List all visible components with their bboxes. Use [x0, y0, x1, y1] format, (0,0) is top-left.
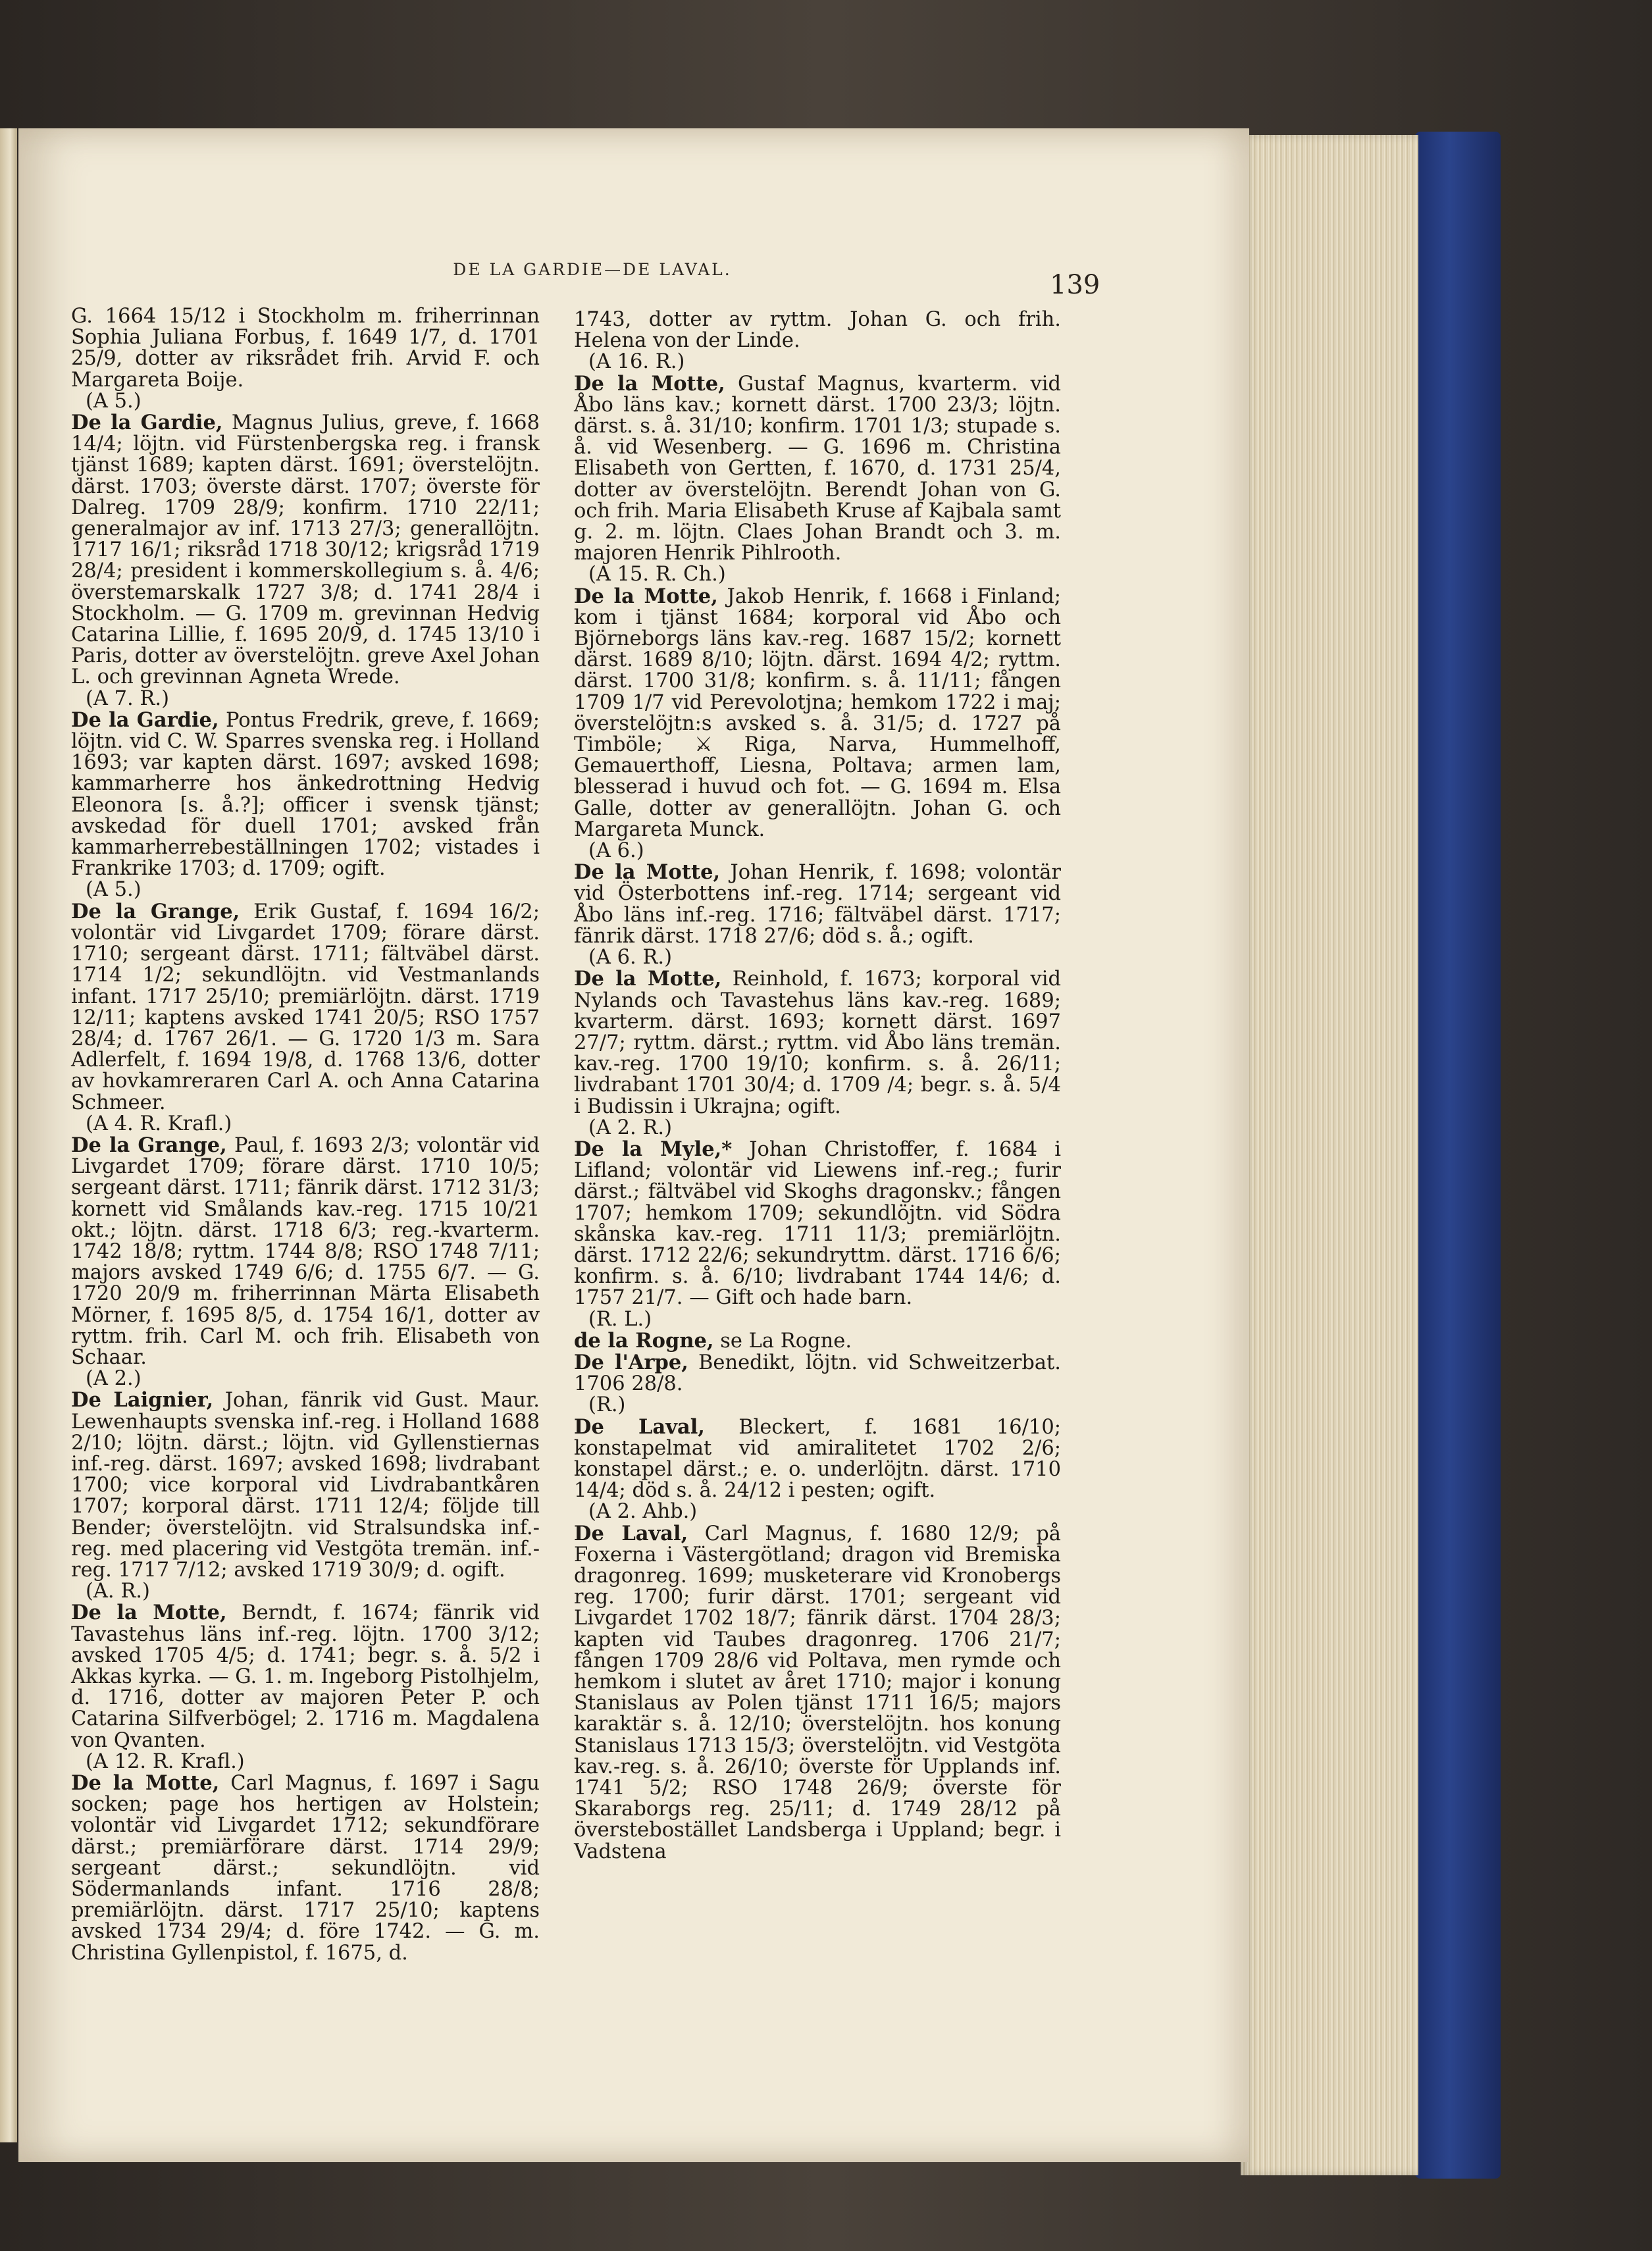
entry-paragraph — [71, 1602, 540, 1751]
entry-text: Erik Gustaf, f. 1694 16/2; volontär vid Livgardet 1709; förare därst. 1710; sergeant därst. 1711; fältväbel därst. 1714 1/2; sekundlöjtn. vid Vestmanlands infant. 1717 25/10; premiärlöjtn. därst. 1719 12/11; kaptens avsked 1741 20/5; RSO 1757 28/4; d. 1767 26/1. — G. 1720 1/3 m. Sara Adlerfelt, f. 1694 19/8, d. 1768 13/6, dotter av hovkamreraren Carl A. och Anna Catarina Schmeer. — [71, 900, 540, 1114]
running-title: DE LA GARDIE—DE LAVAL. — [453, 260, 732, 279]
entry-reference: (A 12. R. Krafl.) — [86, 1749, 245, 1773]
page-number: 139 — [1050, 270, 1100, 300]
entry-reference: (A. R.) — [86, 1580, 150, 1603]
entry-text: se La Rogne. — [713, 1329, 852, 1353]
entry-name: De la Motte, — [71, 1771, 220, 1796]
entry-name: De la Grange, — [71, 1133, 227, 1157]
entry-paragraph — [574, 373, 1061, 565]
entry-name: De Laval, — [574, 1414, 705, 1439]
entry-reference: (A 7. R.) — [86, 686, 169, 710]
entry-paragraph — [71, 412, 540, 688]
left-column — [71, 306, 540, 1964]
entry-text: Jakob Henrik, f. 1668 i Finland; kom i tjänst 1684; korporal vid Åbo och Björneborgs läns kav.-reg. 1687 15/2; kornett därst. 1689 8/10; löjtn. därst. 1694 4/2; ryttm. därst. 1700 31/8; konfirm. s. å. 11/11; fången 1709 1/7 vid Perevolotjna; hemkom 1722 i maj; överstelöjtn:s avsked s. å. 31/5; d. 1727 på Timböle; ⚔ Riga, Narva, Hummelhoff, Gemauerthoff, Liesna, Poltava; armen lam, blesserad i huvud och fot. — G. 1694 m. Elsa Galle, dotter av generallöjtn. Johan G. och Margareta Munck. — [574, 584, 1062, 841]
entry-text: Johan Henrik, f. 1698; volontär vid Österbottens inf.-reg. 1714; sergeant vid Åbo läns inf.-reg. 1716; fältväbel därst. 1717; fänrik därst. 1718 27/6; död s. å.; ogift. — [574, 861, 1061, 948]
entry-paragraph — [574, 309, 1061, 351]
entry-text: Bleckert, f. 1681 16/10; konstapelmat vid amiralitetet 1702 2/6; konstapel därst.; e. o. underlöjtn. därst. 1710 14/4; död s. å. 24/12 i pesten; ogift. — [574, 1415, 1061, 1503]
entry-reference: (A 2.) — [86, 1367, 142, 1391]
entry-paragraph — [574, 1416, 1061, 1502]
entry-text: Benedikt, löjtn. vid Schweitzerbat. 1706 28/8. — [574, 1351, 1061, 1396]
entry-name: De la Motte, — [574, 371, 725, 396]
entry-text: Gustaf Magnus, kvarterm. vid Åbo läns kav.; kornett därst. 1700 23/3; löjtn. därst. s. å. 31/10; konfirm. 1701 1/3; stupade s. å. vid Wesenberg. — G. 1696 m. Christina Elisabeth von Gertten, f. 1670, d. 1731 25/4, dotter av överstelöjtn. Berendt Johan von G. och frih. Maria Elisabeth Kruse af Kajbala samt g. 2. m. löjtn. Claes Johan Brandt och 3. m. majoren Henrik Pihlrooth. — [574, 372, 1062, 565]
entry-text: Berndt, f. 1674; fänrik vid Tavastehus läns inf.-reg. löjtn. 1700 3/12; avsked 1705 4/5; d. 1741; begr. s. å. 5/2 i Akkas kyrka. — G. 1. m. Ingeborg Pistolhjelm, d. 1716, dotter av majoren Peter P. och Catarina Silfverbögel; 2. 1716 m. Magdalena von Qvanten. — [71, 1601, 540, 1752]
entry-paragraph — [71, 1389, 540, 1581]
entry-name: De la Motte, — [574, 967, 722, 991]
entry-name: de la Rogne, — [574, 1328, 714, 1353]
entry-text: Carl Magnus, f. 1680 12/9; på Foxerna i Västergötland; dragon vid Bremiska dragonreg. 1699; musketerare vid Kronobergs reg. 1700; furir därst. 1701; sergeant vid Livgardet 1702 18/7; fänrik därst. 1704 28/3; kapten vid Taubes dragonreg. 1706 21/7; fången 1709 28/6 vid Poltava, men rymde och hemkom i slutet av året 1710; major i konung Stanislaus av Polen tjänst 1711 16/5; majors karaktär s. å. 12/10; överstelöjtn. hos konung Stanislaus 1713 15/3; överstelöjtn. vid Vestgöta kav.-reg. s. å. 26/10; överste för Upplands inf. 1741 5/2; RSO 1748 26/9; överste för Skaraborgs reg. 25/11; d. 1749 28/12 på överstebostället Landsberga i Uppland; begr. i Vadstena — [574, 1522, 1061, 1863]
entry-paragraph — [574, 586, 1061, 841]
entry-name: De Laignier, — [71, 1388, 214, 1412]
entry-paragraph — [71, 710, 540, 880]
entry-paragraph — [574, 1352, 1061, 1395]
entry-name: De la Myle,* — [574, 1137, 733, 1161]
entry-paragraph — [71, 1135, 540, 1368]
entry-reference: (A 2. Ahb.) — [588, 1500, 698, 1524]
entry-reference: (A 6.) — [588, 839, 644, 863]
entry-name: De la Gardie, — [71, 708, 219, 732]
entry-paragraph — [574, 1330, 1061, 1352]
entry-text: Johan, fänrik vid Gust. Maur. Lewenhaupts svenska inf.-reg. i Holland 1688 2/10; löjtn. därst.; löjtn. vid Gyllenstiernas inf.-reg. därst. 1697; avsked 1698; livdrabant 1700; vice korporal vid Livdrabantkåren 1707; korporal därst. 1711 12/4; följde till Bender; överstelöjtn. vid Stralsundska inf.-reg. med placering vid Vestgöta tremän. inf.-reg. 1717 7/12; avsked 1719 30/9; d. ogift. — [71, 1389, 540, 1582]
entry-paragraph — [71, 1772, 540, 1964]
entry-text: Paul, f. 1693 2/3; volontär vid Livgardet 1709; förare därst. 1710 10/5; sergeant därst. 1711; fänrik därst. 1712 31/3; kornett vid Smålands kav.-reg. 1715 10/21 okt.; löjtn. därst. 1718 6/3; reg.-kvarterm. 1742 18/8; ryttm. 1744 8/8; RSO 1748 7/11; majors avsked 1749 6/6; d. 1755 6/7. — G. 1720 20/9 m. friherrinnan Märta Elisabeth Mörner, f. 1695 8/5, d. 1754 16/1, dotter av ryttm. frih. Carl M. och frih. Elisabeth von Schaar. — [71, 1133, 540, 1369]
entry-reference: (A 4. R. Krafl.) — [86, 1112, 232, 1135]
book-cover — [1415, 132, 1501, 2179]
entry-paragraph — [71, 306, 540, 391]
entry-paragraph — [574, 1523, 1061, 1863]
entry-reference: (A 6. R.) — [588, 946, 672, 970]
entry-reference: (A 5.) — [86, 389, 142, 413]
entry-text: G. 1664 15/12 i Stockholm m. friherrinnan Sophia Juliana Forbus, f. 1649 1/7, d. 1701 25/9, dotter av riksrådet frih. Arvid F. och Margareta Boije. — [71, 305, 540, 392]
entry-paragraph — [71, 901, 540, 1114]
page-edges — [1241, 135, 1418, 2175]
entry-reference: (A 5.) — [86, 878, 142, 902]
entry-paragraph — [574, 1139, 1061, 1309]
left-page-edge — [0, 128, 17, 2142]
entry-name: De la Motte, — [574, 860, 721, 885]
right-column — [574, 309, 1061, 1863]
entry-name: De la Gardie, — [71, 411, 223, 435]
entry-name: De la Motte, — [574, 584, 718, 608]
entry-reference: (A 15. R. Ch.) — [588, 563, 726, 586]
entry-reference: (R. L.) — [588, 1307, 652, 1331]
entry-name: De la Grange, — [71, 899, 240, 923]
entry-reference: (R.) — [588, 1393, 626, 1417]
entry-name: De l'Arpe, — [574, 1350, 688, 1374]
entry-text: Reinhold, f. 1673; korporal vid Nylands och Tavastehus läns kav.-reg. 1689; kvarterm. därst. 1693; kornett därst. 1697 27/7; ryttm. därst.; ryttm. vid Åbo läns tremän. kav.-reg. 1700 19/10; konfirm. s. å. 26/11; livdrabant 1701 30/4; d. 1709 /4; begr. s. å. 5/4 i Budissin i Ukrajna; ogift. — [574, 968, 1061, 1118]
entry-text: 1743, dotter av ryttm. Johan G. och frih. Helena von der Linde. — [574, 308, 1061, 353]
entry-paragraph — [574, 968, 1061, 1117]
entry-reference: (A 16. R.) — [588, 350, 685, 374]
entry-reference: (A 2. R.) — [588, 1116, 672, 1139]
entry-text: Magnus Julius, greve, f. 1668 14/4; löjtn. vid Fürstenbergska reg. i fransk tjänst 1689; kapten därst. 1691; överstelöjtn. därst. 1703; överste därst. 1707; överste för Dalreg. 1709 28/9; konfirm. 1710 22/11; generalmajor av inf. 1713 27/3; generallöjtn. 1717 16/1; riksråd 1718 30/12; krigsråd 1719 28/4; president i kommerskollegium s. å. 4/6; överstemarskalk 1727 3/8; d. 1741 28/4 i Stockholm. — G. 1709 m. grevinnan Hedvig Catarina Lillie, f. 1695 20/9, d. 1745 13/10 i Paris, dotter av överstelöjtn. greve Axel Johan L. och grevinnan Agneta Wrede. — [71, 411, 540, 689]
entry-name: De Laval, — [574, 1521, 688, 1545]
entry-text: Johan Christoffer, f. 1684 i Lifland; volontär vid Liewens inf.-reg.; furir därst.; fältväbel vid Skoghs dragonskv.; fången 1707; hemkom 1709; sekundlöjtn. vid Södra skånska kav.-reg. 1711 11/3; premiärlöjtn. därst. 1712 22/6; sekundryttm. därst. 1716 6/6; konfirm. s. å. 6/10; livdrabant 1744 14/6; d. 1757 21/7. — Gift och hade barn. — [574, 1137, 1062, 1310]
entry-text: Carl Magnus, f. 1697 i Sagu socken; page hos hertigen av Holstein; volontär vid Livgardet 1712; sekundförare därst.; premiärförare därst. 1714 29/9; sergeant därst.; sekundlöjtn. vid Södermanlands infant. 1716 28/8; premiärlöjtn. därst. 1717 25/10; kaptens avsked 1734 29/4; d. före 1742. — G. m. Christina Gyllenpistol, f. 1675, d. — [71, 1772, 540, 1965]
entry-name: De la Motte, — [71, 1601, 227, 1625]
entry-text: Pontus Fredrik, greve, f. 1669; löjtn. vid C. W. Sparres svenska reg. i Holland 1693; var kapten därst. 1697; avsked 1698; kammarherre hos änkedrottning Hedvig Eleonora [s. å.?]; officer i svensk tjänst; avskedad för duell 1701; avsked från kammarherrebeställningen 1702; vistades i Frankrike 1703; d. 1709; ogift. — [71, 708, 540, 881]
entry-paragraph — [574, 862, 1061, 947]
